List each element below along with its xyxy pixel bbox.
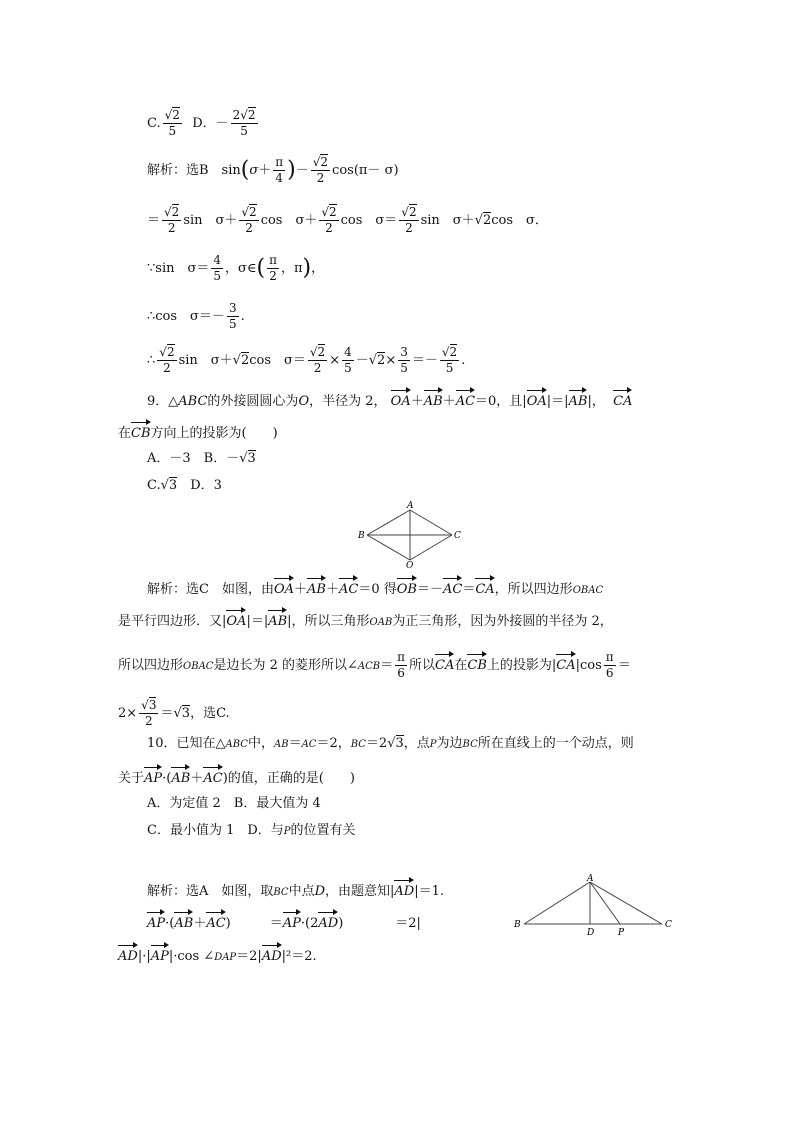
text: ，所以四边形 [494, 582, 573, 597]
text: AB [273, 739, 289, 750]
text: |， [587, 394, 605, 409]
text: D．3 [177, 478, 222, 493]
text: ·( [162, 771, 172, 786]
text: OAB [369, 617, 393, 628]
vector-ab: AB [174, 911, 193, 934]
text: 3 [168, 478, 178, 493]
q10-options-cd [147, 821, 356, 842]
q8-solution-line1: 解析：选B sin(σ＋ $\frac{\pi}{4}$ )－ $\frac{√2}{2}$ cos(π－ σ) [147, 155, 399, 185]
label-a: A [587, 874, 594, 884]
text: ∵sin σ＝ [147, 261, 210, 276]
label-d: D [587, 928, 595, 938]
vector-ab: AB [569, 389, 588, 412]
vector-ap: AP [144, 766, 162, 789]
vector-ac: AC [456, 389, 475, 412]
option-d-label: D．－ [192, 116, 229, 131]
text: 3 [247, 451, 256, 466]
text: － [355, 353, 369, 368]
vector-oa: OA [226, 609, 246, 632]
frac: $\frac{√2}{2}$ [309, 345, 326, 375]
vector-ca: CA [613, 389, 632, 412]
q9-solution-line3 [118, 650, 631, 681]
q10-solution-line3 [118, 944, 317, 968]
vector-ob: OB [397, 577, 417, 600]
text: σ [249, 163, 259, 178]
q10-line2 [118, 766, 355, 789]
text: ，σ∈ [225, 261, 257, 276]
frac: $\frac{√2}{2}$ [159, 345, 175, 375]
text: ，选C. [190, 706, 230, 721]
text: AC [301, 739, 317, 750]
text: ＝ [617, 658, 631, 673]
text: 2 [377, 353, 386, 368]
label-o: O [406, 561, 414, 568]
text: － [295, 163, 309, 178]
text: ＝0，且| [475, 394, 527, 409]
text: 9．△ [147, 394, 179, 409]
text: ·( [165, 916, 175, 931]
frac: $\frac{\pi}{2}$ [269, 253, 277, 283]
q10-options-ab [147, 794, 321, 814]
text: cos(π－ σ) [332, 163, 399, 178]
vector-cb: CB [467, 653, 487, 676]
text: O [298, 394, 310, 409]
text: ＋ [190, 771, 204, 786]
text: ，由题意知| [325, 884, 395, 899]
text: )的值，正确的是( ) [222, 771, 355, 786]
text: ，π [280, 261, 303, 276]
text: ＋ [193, 916, 207, 931]
q8-solution-line5: ∴ $\frac{√2}{2}$ sin σ＋√2cos σ＝ $\frac{√2}{2}$ × $\frac{4}{5}$ －√2× $\frac{3}{5}$ ＝－ $\frac{√2}{5}$ . [147, 345, 466, 375]
text: × [329, 353, 341, 368]
vector-oa: OA [391, 389, 411, 412]
vector-ca: CA [556, 653, 575, 676]
text: 3 [395, 736, 404, 751]
text: . [461, 353, 466, 368]
frac: $\frac{√2}{2}$ [321, 205, 337, 235]
frac: $\frac{\pi}{4}$ [275, 155, 284, 185]
text: ＋ [258, 163, 272, 178]
text: OBAC [183, 661, 214, 672]
vector-oa: OA [527, 389, 547, 412]
text: 2 [482, 213, 492, 228]
text: 中点 [288, 884, 315, 899]
text: 是边长为 2 的菱形所以∠ [213, 658, 358, 673]
frac: $\frac{√2}{2}$ [241, 205, 257, 235]
text: DAP [214, 952, 237, 963]
label-c: C [665, 920, 672, 930]
text: BC [462, 739, 478, 750]
text: ＝2， [316, 736, 351, 751]
q9-options-cd: C.√3 D．3 [147, 478, 222, 493]
text: OBAC [572, 585, 604, 596]
q10-solution-line1 [147, 879, 444, 903]
frac: $\frac{\pi}{6}$ [397, 650, 406, 680]
text: ＝2| [236, 949, 262, 964]
q8-solution-line4 [147, 301, 245, 332]
text: ACB [357, 661, 381, 672]
text: P [429, 739, 437, 750]
frac: $\frac{3}{5}$ [228, 301, 237, 331]
q9-line2 [118, 421, 278, 444]
text: 是平行四边形．又| [118, 614, 227, 629]
text: |＝1. [414, 884, 445, 899]
text: A．－3 B．－ [147, 451, 240, 466]
text: ＝－ [416, 582, 443, 597]
text: ∴ [147, 353, 156, 368]
frac: $\frac{√2}{5}$ [441, 345, 458, 375]
text: . [240, 309, 245, 324]
text: 为边 [436, 736, 463, 751]
text: 在 [454, 658, 468, 673]
q8-solution-line3: ∵sin σ＝ $\frac{4}{5}$ ，σ∈( $\frac{\pi}{2}$ ，π)， [147, 253, 325, 283]
text: 的外接圆圆心为 [207, 394, 299, 409]
q10-solution-line2 [147, 911, 421, 934]
text: BC [350, 739, 366, 750]
vector-ap: AP [147, 911, 165, 934]
text: ABC [178, 394, 208, 409]
text: C. [147, 478, 161, 493]
text: 3 [181, 706, 191, 721]
text: A．为定值 2 B．最大值为 4 [147, 796, 321, 811]
text: |·cos ∠ [168, 949, 215, 964]
text: |cos [575, 658, 602, 673]
text: cos σ． [491, 213, 548, 228]
q8-solution-line2: ＝ $\frac{√2}{2}$ sin σ＋ $\frac{√2}{2}$ cos σ＋ $\frac{√2}{2}$ cos σ＝ $\frac{√2}{2}$ sin σ＋√2cos σ． [147, 205, 548, 235]
text: 10．已知在△ [147, 736, 226, 751]
label-a: A [407, 501, 414, 511]
vector-ab: AB [171, 766, 190, 789]
vector-ca: CA [475, 577, 494, 600]
text: ＝ [380, 658, 394, 673]
text: sin σ＋ [420, 213, 475, 228]
text: |，所以三角形 [287, 614, 370, 629]
frac: $\frac{√3}{2}$ [141, 698, 157, 728]
text: |²＝2. [281, 949, 317, 964]
vector-ad: AD [394, 879, 414, 902]
q10-line1: 10．已知在△ABC中，AB＝AC＝2，BC＝2√3，点P为边BC所在直线上的一个动点，则 [147, 736, 634, 751]
text: 解析：选A 如图，取 [147, 884, 274, 899]
vector-ap: AP [283, 911, 301, 934]
frac: $\frac{√2}{2}$ [312, 155, 329, 185]
text: cos σ＋ [260, 213, 318, 228]
vector-ac: AC [206, 911, 225, 934]
text: 上的投影为| [486, 658, 557, 673]
text: ，半径为 2， [309, 394, 387, 409]
text: D [314, 884, 326, 899]
text: C．最小值为 1 D．与 [147, 823, 284, 838]
text: 解析：选B sin [147, 163, 241, 178]
vector-ad: AD [318, 911, 338, 934]
vector-ac: AC [339, 577, 358, 600]
q9-line1: 9．△ABC的外接圆圆心为O，半径为 2， OA＋AB＋AC＝0，且|OA|＝|AB|， CA [147, 389, 632, 412]
text: ，点 [403, 736, 430, 751]
text: 的位置有关 [290, 823, 356, 838]
text: cos σ＝ [340, 213, 398, 228]
q8-options [147, 108, 260, 139]
text: ) ＝2| [338, 916, 421, 931]
label-p: P [618, 928, 625, 938]
text: ∴cos σ＝－ [147, 309, 225, 324]
vector-ab: AB [268, 609, 287, 632]
text: ＝－ [411, 353, 438, 368]
label-b: B [358, 531, 365, 541]
text: 关于 [118, 771, 145, 786]
text: ABC [225, 739, 248, 750]
label-b: B [514, 920, 521, 930]
rhombus-figure [355, 500, 465, 568]
text: 为正三角形，因为外接圆的半径为 2， [392, 614, 613, 629]
text: 2× [118, 706, 138, 721]
text: 所以四边形 [118, 658, 184, 673]
vector-ad: AD [262, 944, 282, 967]
q9-solution-line2 [118, 609, 613, 633]
triangle-figure [512, 874, 677, 938]
q9-solution-line1: 解析：选C 如图，由OA＋AB＋AC＝0 得OB＝－AC＝CA，所以四边形OBAC [147, 577, 603, 601]
text: ＝ [288, 736, 302, 751]
vector-oa: OA [274, 577, 294, 600]
frac: $\frac{4}{5}$ [213, 253, 221, 283]
vector-cb: CB [131, 421, 151, 444]
text: |＝| [546, 394, 569, 409]
frac: $\frac{2√2}{5}$ [232, 108, 256, 138]
text: 所以 [409, 658, 436, 673]
vector-ab: AB [307, 577, 326, 600]
text: 中， [247, 736, 274, 751]
text: ) ＝ [225, 916, 283, 931]
text: P [283, 826, 291, 837]
vector-ad: AD [118, 944, 138, 967]
vector-ab: AB [424, 389, 443, 412]
text: 方向上的投影为( ) [150, 426, 278, 441]
vector-ap: AP [151, 944, 169, 967]
frac: $\frac{√2}{2}$ [401, 205, 417, 235]
frac: $\frac{√2}{5}$ [164, 108, 180, 138]
text: ·(2 [300, 916, 319, 931]
text: BC [273, 887, 289, 898]
vector-ac: AC [443, 577, 462, 600]
text: 在 [118, 426, 132, 441]
q9-solution-line4: 2× $\frac{√3}{2}$ ＝√3，选C. [118, 698, 230, 728]
text: ＝ [160, 706, 174, 721]
frac: $\frac{√2}{2}$ [164, 205, 180, 235]
frac: $\frac{4}{5}$ [344, 345, 352, 375]
text: 所在直线上的一个动点，则 [477, 736, 634, 751]
text: × [385, 353, 397, 368]
frac: $\frac{3}{5}$ [400, 345, 408, 375]
text: |＝| [246, 614, 269, 629]
text: sin σ＋ [183, 213, 238, 228]
option-c-label: C. [147, 116, 161, 131]
text: |·| [137, 949, 151, 964]
text: ＝ [462, 582, 476, 597]
text: ， [311, 261, 325, 276]
text: ＝0 得 [358, 582, 397, 597]
vector-ac: AC [203, 766, 222, 789]
text: ＝2 [365, 736, 388, 751]
vector-ca: CA [435, 653, 454, 676]
frac: $\frac{\pi}{6}$ [605, 650, 614, 680]
text: 解析：选C 如图，由 [147, 582, 274, 597]
q9-options-ab: A．－3 B．－√3 [147, 451, 256, 466]
label-c: C [454, 531, 461, 541]
text: cos σ＝ [249, 353, 306, 368]
text: 2 [240, 353, 250, 368]
text: sin σ＋ [178, 353, 233, 368]
